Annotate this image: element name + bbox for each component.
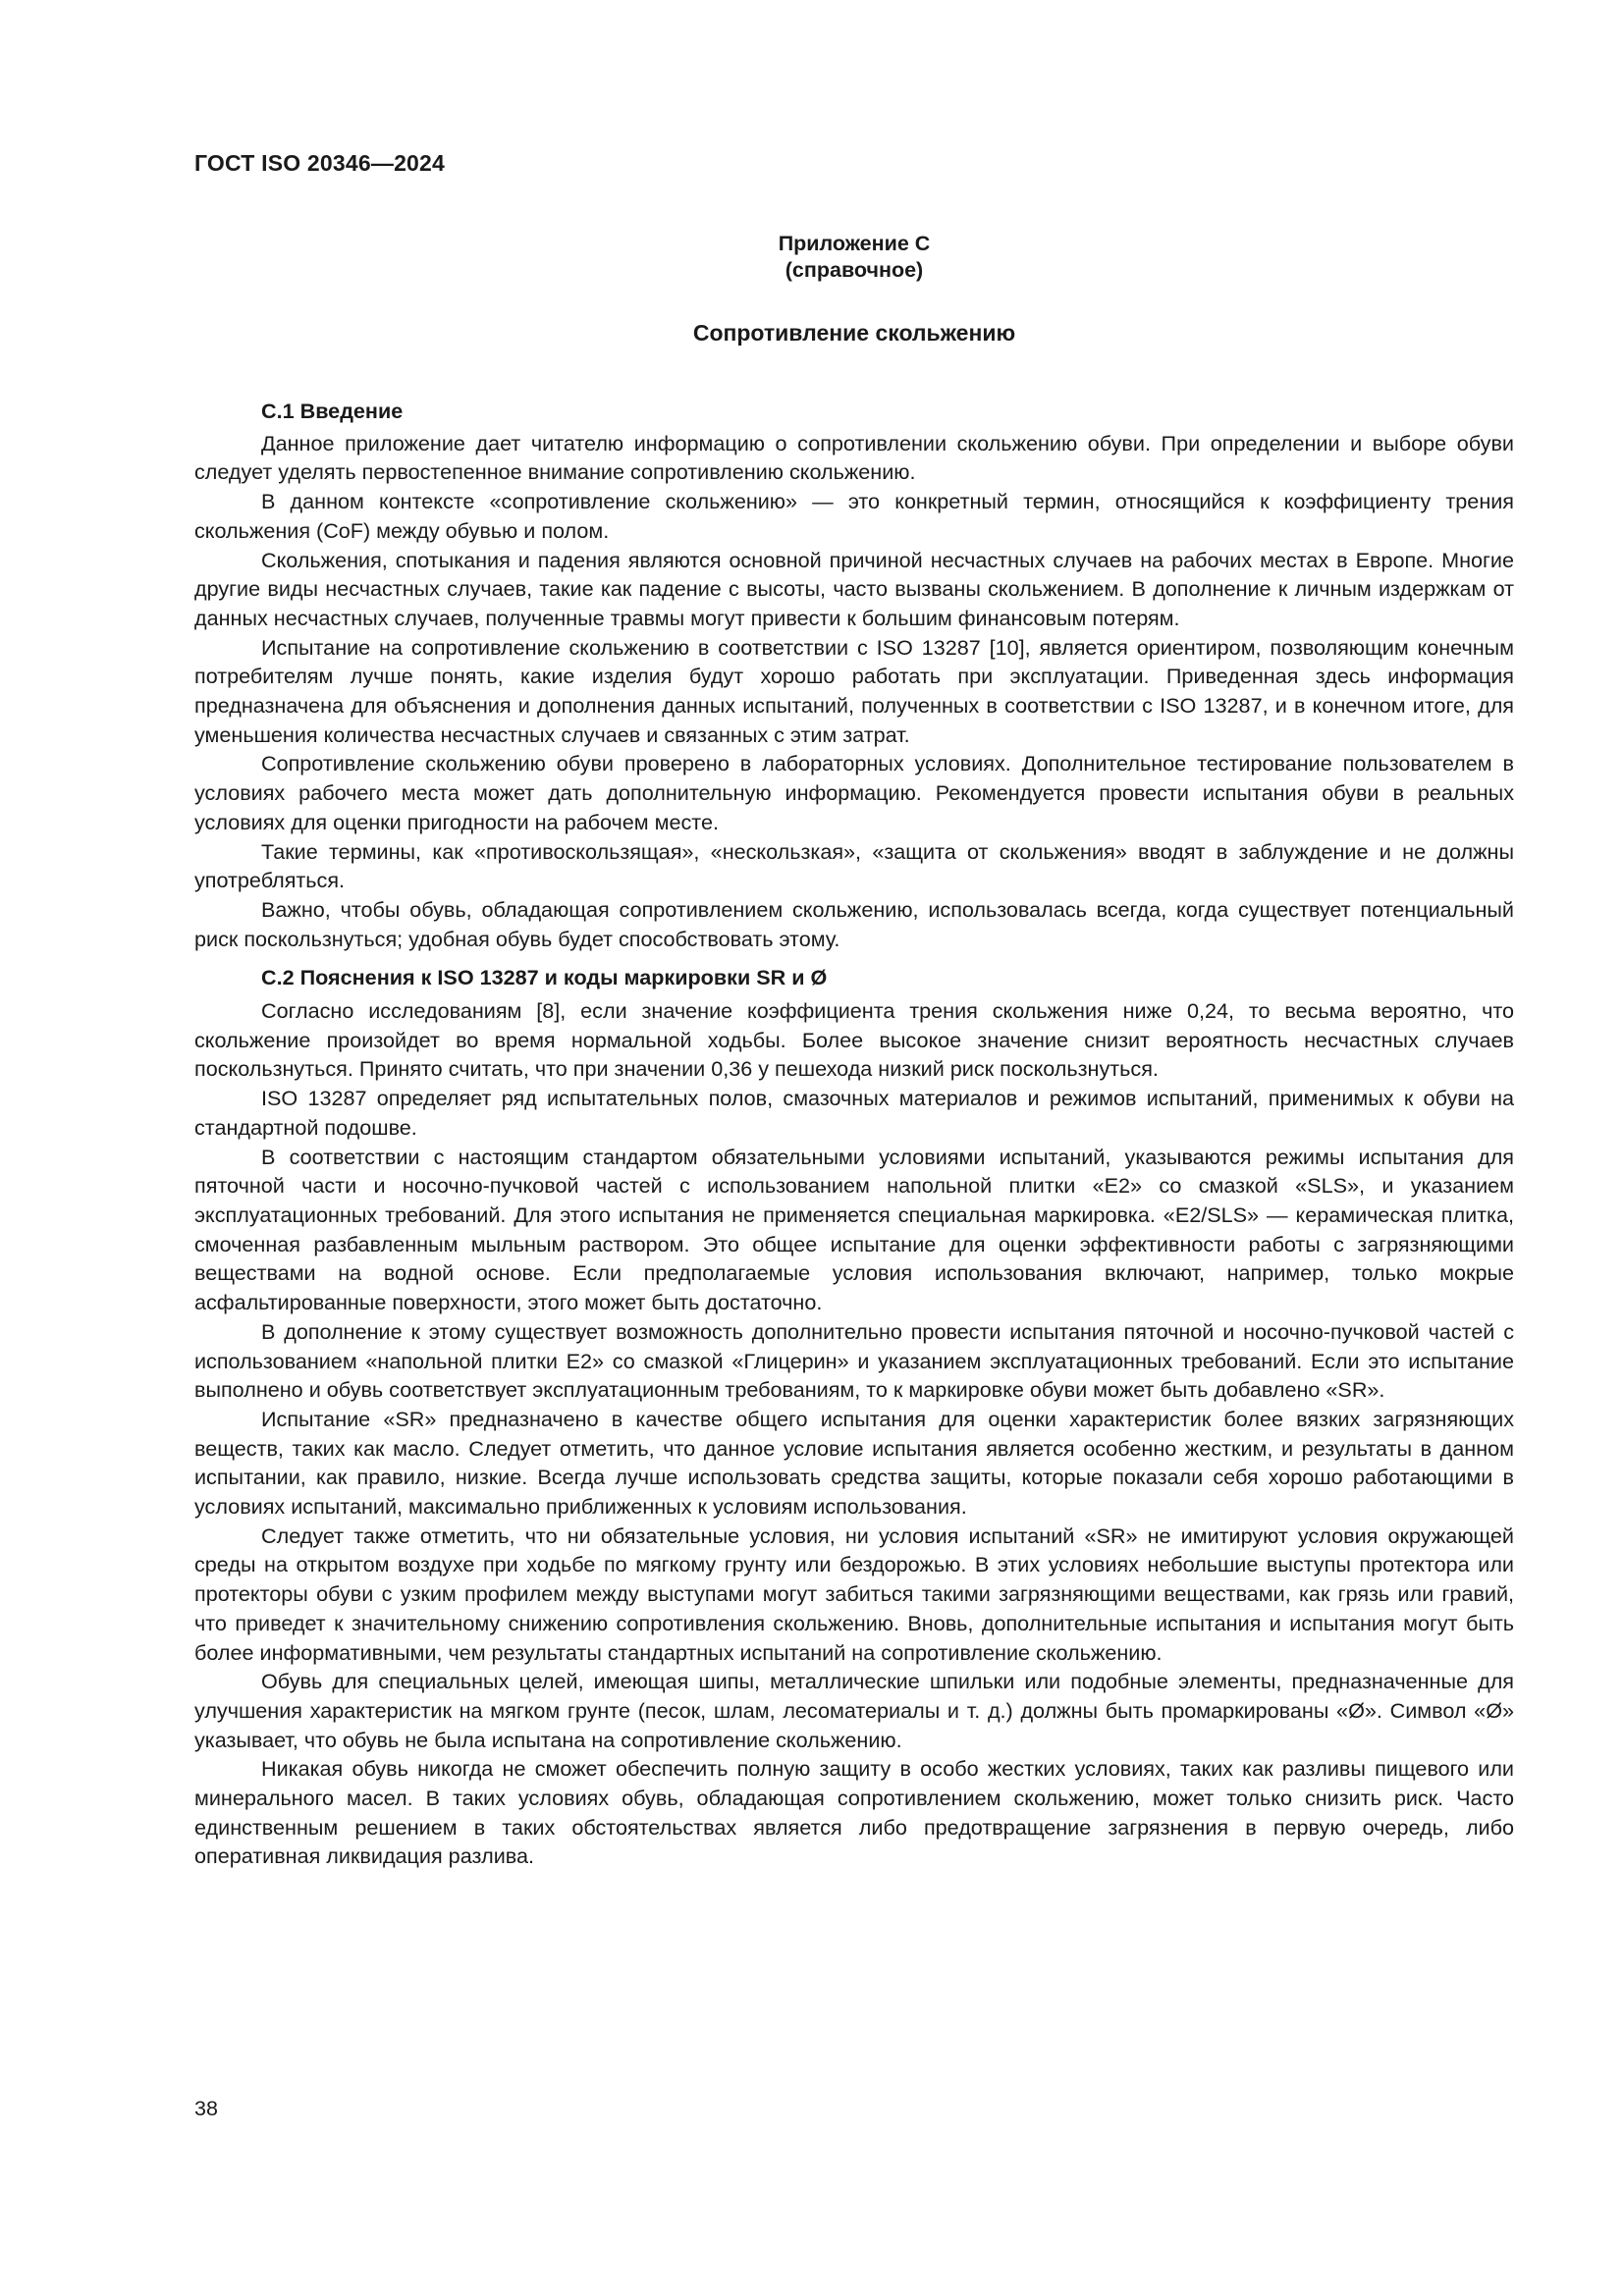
section-c2 [194,963,1514,1871]
paragraph: Согласно исследованиям [8], если значение коэффициента трения скольжения ниже 0,24, то весьма вероятно, что скольжение произойдет во время нормальной ходьбы. Более высокое значение снизит вероятность несчастных случаев поскользнуться. Принято считать, что при значении 0,36 у пешехода низкий риск поскользнуться. [194,998,1514,1082]
section-heading: С.1 Введение [261,399,404,423]
paragraph: Следует также отметить, что ни обязательные условия, ни условия испытаний «SR» не имитируют условия окружающей среды на открытом воздухе при ходьбе по мягкому грунту или бездорожью. В этих условиях небольшие выступы протектора или протекторы обуви с узким профилем между выступами могут забиться такими загрязняющими веществами, как грязь или гравий, что приведет к значительному снижению сопротивления скольжению. Вновь, дополнительные испытания и испытания могут быть более информативными, чем результаты стандартных испытаний на сопротивление скольжению. [194,1522,1514,1665]
paragraph: В дополнение к этому существует возможность дополнительно провести испытания пяточной и носочно-пучковой частей с использованием «напольной плитки E2» со смазкой «Глицерин» и указанием эксплуатационных требований. Если это испытание выполнено и обувь соответствует эксплуатационным требованиям, то к маркировке обуви может быть добавлено «SR». [194,1318,1514,1403]
page-number: 38 [194,2097,218,2120]
paragraph: Сопротивление скольжению обуви проверено в лабораторных условиях. Дополнительное тестирование пользователем в условиях рабочего места может дать дополнительную информацию. Рекомендуется провести испытания обуви в реальных условиях для оценки пригодности на рабочем месте. [194,751,1514,834]
section-c1 [194,397,1514,953]
annex-type: (справочное) [785,258,924,282]
paragraph: В данном контексте «сопротивление скольжению» — это конкретный термин, относящийся к коэффициенту трения скольжения (CoF) между обувью и полом. [194,489,1514,543]
section-heading: С.2 Пояснения к ISO 13287 и коды маркировки SR и Ø [261,965,828,990]
paragraph: Данное приложение дает читателю информацию о сопротивлении скольжению обуви. При определении и выборе обуви следует уделять первостепенное внимание сопротивлению скольжению. [194,430,1514,485]
paragraph: ISO 13287 определяет ряд испытательных полов, смазочных материалов и режимов испытаний, применимых к обуви на стандартной подошве. [194,1086,1514,1140]
annex-title: Приложение С [778,232,931,255]
paragraph: Важно, чтобы обувь, обладающая сопротивлением скольжению, использовалась всегда, когда существует потенциальный риск поскользнуться; удобная обувь будет способствовать этому. [194,896,1514,951]
paragraph: Испытание «SR» предназначено в качестве общего испытания для оценки характеристик более вязких загрязняющих веществ, таких как масло. Следует отметить, что данное условие испытания является особенно жестким, и результаты в данном испытании, как правило, низкие. Всегда лучше использовать средства защиты, которые показали себя хорошо работающими в условиях испытаний, максимально приближенных к условиям использования. [194,1406,1514,1520]
standard-code-header: ГОСТ ISO 20346—2024 [194,150,446,176]
document-body [194,397,1514,1871]
paragraph: В соответствии с настоящим стандартом обязательными условиями испытаний, указываются режимы испытания для пяточной части и носочно-пучковой частей с использованием напольной плитки «E2» со смазкой «SLS», и указанием эксплуатационных требований. Для этого испытания не применяется специальная маркировка. «E2/SLS» — керамическая плитка, смоченная разбавленным мыльным раствором. Это общее испытание для оценки эффективности работы с загрязняющими веществами на водной основе. Если предполагаемые условия использования включают, например, только мокрые асфальтированные поверхности, этого может быть достаточно. [194,1144,1514,1315]
paragraph: Никакая обувь никогда не сможет обеспечить полную защиту в особо жестких условиях, таких как разливы пищевого или минерального масел. В таких условиях обувь, обладающая сопротивлением скольжению, может только снизить риск. Часто единственным решением в таких обстоятельствах является либо предотвращение загрязнения в первую очередь, либо оперативная ликвидация разлива. [194,1756,1514,1869]
paragraph: Такие термины, как «противоскользящая», «нескользкая», «защита от скольжения» вводят в заблуждение и не должны употребляться. [194,838,1514,893]
annex-name: Сопротивление скольжению [692,320,1016,346]
paragraph: Испытание на сопротивление скольжению в соответствии с ISO 13287 [10], является ориентиром, позволяющим конечным потребителям лучше понять, какие изделия будут хорошо работать при эксплуатации. Приведенная здесь информация предназначена для объяснения и дополнения данных испытаний, полученных в соответствии с ISO 13287, и в конечном итоге, для уменьшения количества несчастных случаев и связанных с этим затрат. [194,634,1514,747]
paragraph: Обувь для специальных целей, имеющая шипы, металлические шпильки или подобные элементы, предназначенные для улучшения характеристик на мягком грунте (песок, шлам, лесоматериалы и т. д.) должны быть промаркированы «Ø». Символ «Ø» указывает, что обувь не была испытана на сопротивление скольжению. [194,1669,1514,1752]
paragraph: Скольжения, спотыкания и падения являются основной причиной несчастных случаев на рабочих местах в Европе. Многие другие виды несчастных случаев, такие как падение с высоты, часто вызваны скольжением. В дополнение к личным издержкам от данных несчастных случаев, полученные травмы могут привести к большим финансовым потерям. [194,547,1514,630]
